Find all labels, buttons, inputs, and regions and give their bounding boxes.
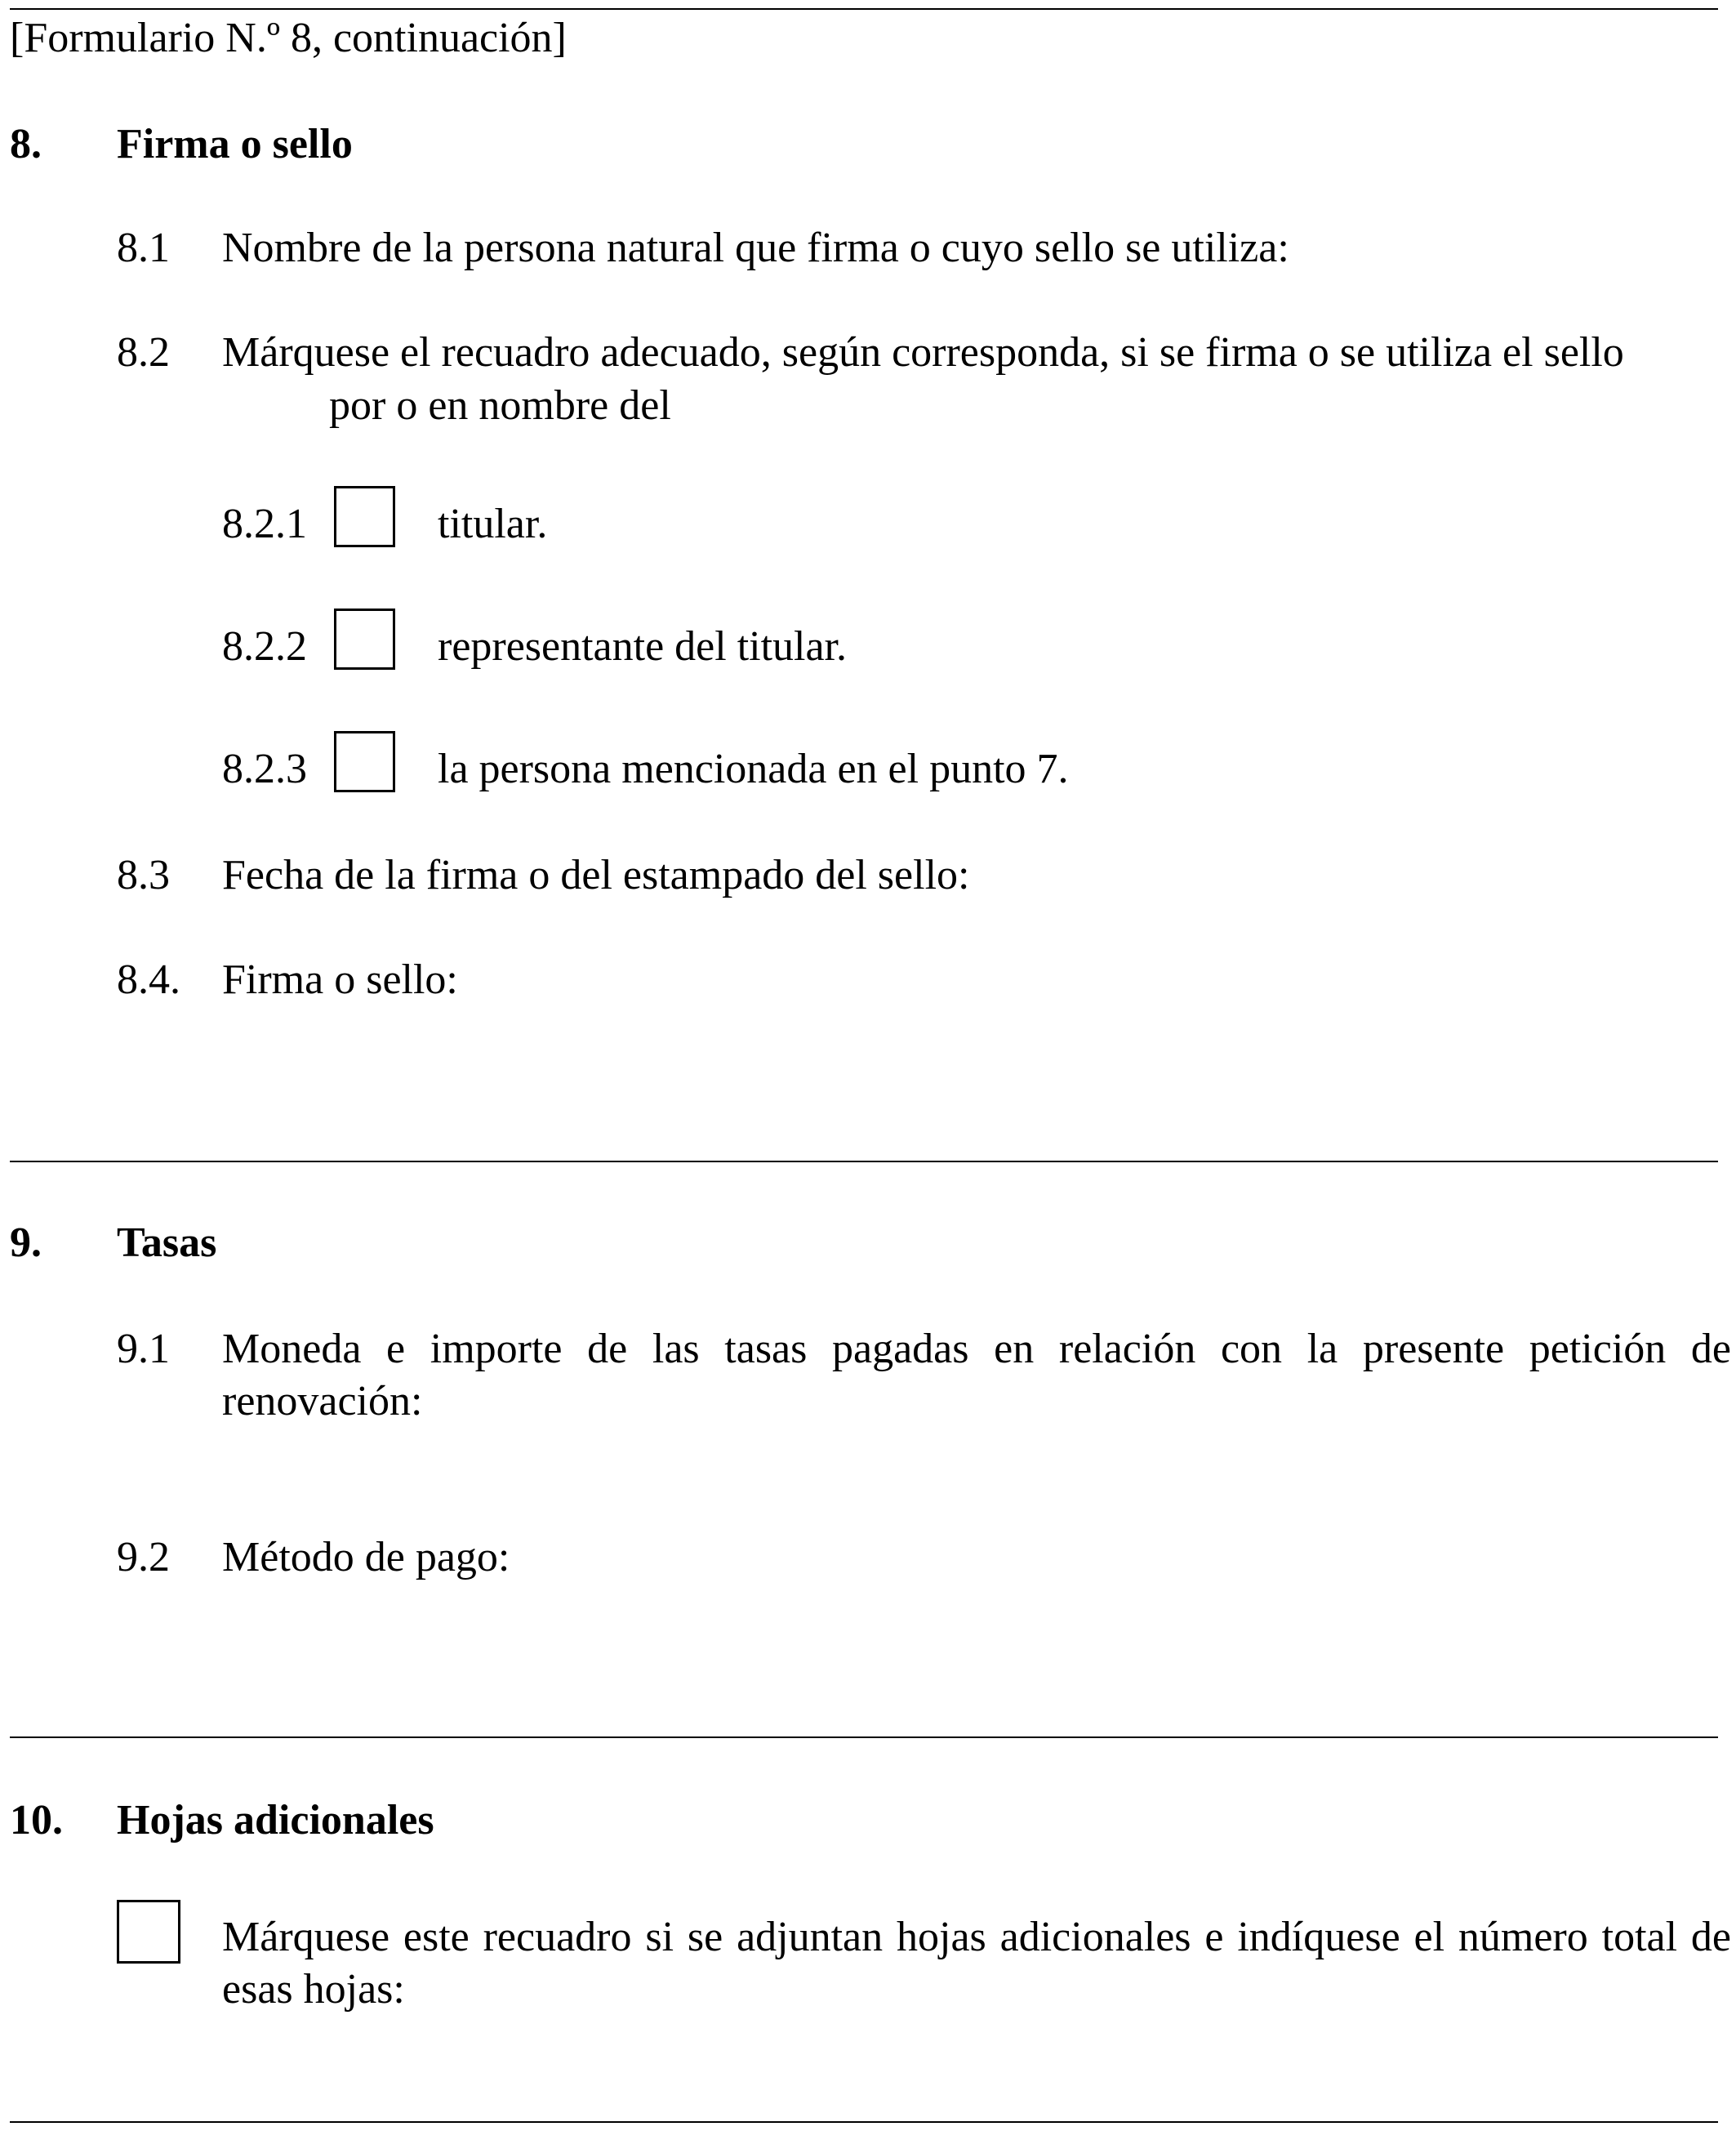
section-10-title: Hojas adicionales <box>117 1797 434 1843</box>
item-8-2-text-line2: por o en nombre del <box>329 382 671 429</box>
option-8-2-1-label: titular. <box>438 501 548 547</box>
section-9-title: Tasas <box>117 1219 217 1266</box>
item-8-3-text: Fecha de la firma o del estampado del sello: <box>222 852 970 898</box>
option-8-2-3-number: 8.2.3 <box>222 746 307 792</box>
item-9-1-number: 9.1 <box>117 1326 170 1372</box>
section-8-number: 8. <box>10 121 42 167</box>
item-9-1-text: Moneda e importe de las tasas pagadas en relación con la presente petición de renovación: <box>222 1326 1731 1424</box>
item-8-1-text: Nombre de la persona natural que firma o cuyo sello se utiliza: <box>222 225 1289 271</box>
item-8-2-text-line1: Márquese el recuadro adecuado, según corresponda, si se firma o se utiliza el sello <box>222 329 1624 376</box>
section-10-divider <box>10 2121 1718 2123</box>
item-8-1-number: 8.1 <box>117 225 170 271</box>
item-8-4-number: 8.4. <box>117 956 180 1003</box>
item-8-3-number: 8.3 <box>117 852 170 898</box>
section-10-number: 10. <box>10 1797 63 1843</box>
section-8-divider <box>10 1161 1718 1162</box>
additional-sheets-text: Márquese este recuadro si se adjuntan hojas adicionales e indíquese el número total de esas hojas: <box>222 1914 1731 2013</box>
item-8-4-text: Firma o sello: <box>222 956 458 1003</box>
option-8-2-3-checkbox[interactable] <box>334 731 395 792</box>
form-continuation-header: [Formulario N.º 8, continuación] <box>10 15 567 61</box>
option-8-2-1-number: 8.2.1 <box>222 501 307 547</box>
section-9-number: 9. <box>10 1219 42 1266</box>
item-8-2-number: 8.2 <box>117 329 170 376</box>
section-9-divider <box>10 1736 1718 1738</box>
option-8-2-2-checkbox[interactable] <box>334 609 395 670</box>
item-9-2-number: 9.2 <box>117 1534 170 1580</box>
option-8-2-1-checkbox[interactable] <box>334 486 395 547</box>
item-9-2-text: Método de pago: <box>222 1534 510 1580</box>
section-8-title: Firma o sello <box>117 121 353 167</box>
option-8-2-3-label: la persona mencionada en el punto 7. <box>438 746 1069 792</box>
top-divider <box>10 8 1718 10</box>
option-8-2-2-number: 8.2.2 <box>222 623 307 670</box>
additional-sheets-checkbox[interactable] <box>117 1900 180 1964</box>
option-8-2-2-label: representante del titular. <box>438 623 848 670</box>
